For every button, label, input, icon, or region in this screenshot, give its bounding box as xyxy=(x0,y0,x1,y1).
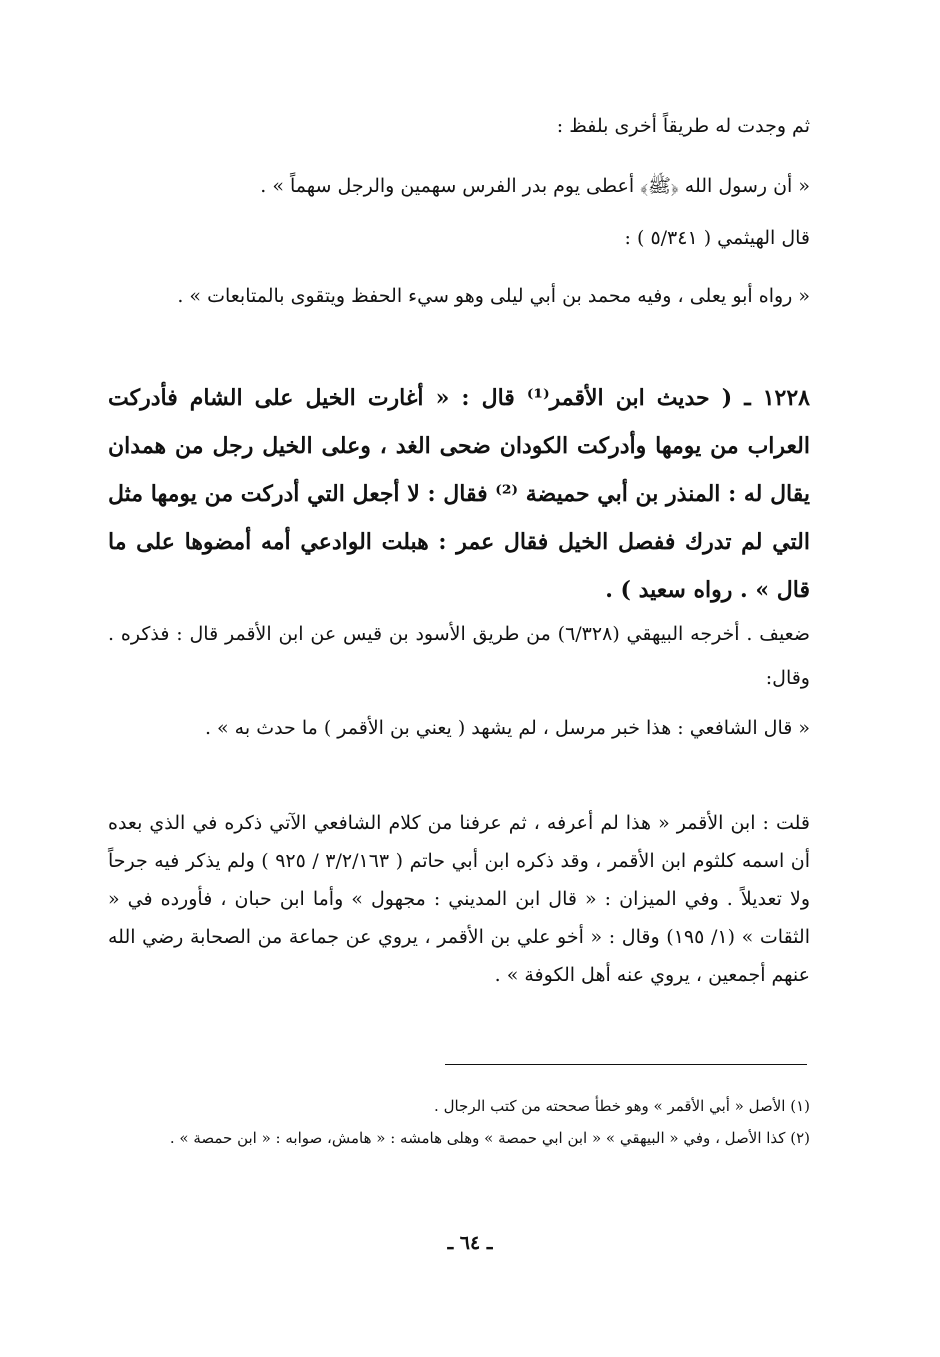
shafii-quote: « قال الشافعي : هذا خبر مرسل ، لم يشهد ( يعني بن الأقمر ) ما حدث به » . xyxy=(204,717,810,739)
footnote-2: (٢) كذا الأصل ، وفي « البيهقي » « ابن ابي حمصة » وهلى هامشه : « هامش، صوابه : « ابن حمصة » . xyxy=(169,1129,810,1147)
paragraph-intro: ثم وجدت له طريقاً أخرى بلفظ : xyxy=(556,115,810,137)
grading-paragraph: ضعيف . أخرجه البيهقي (٦/٣٢٨) من طريق الأسود بن قيس عن ابن الأقمر قال : فذكره . وقال: xyxy=(108,623,810,689)
abu-yala-quote: « رواه أبو يعلى ، وفيه محمد بن أبي ليلى وهو سيء الحفظ ويتقوى بالمتابعات » . xyxy=(177,285,810,307)
page-number: ـ ٦٤ ـ xyxy=(447,1232,493,1254)
hadith-1228: ١٢٢٨ ـ ( حديث ابن الأقمر⁽¹⁾ قال : « أغارت الخيل على الشام فأدركت العراب من يومها وأدركت الكودان ضحى الغد ، وعلى الخيل رجل من همدان يقال له : المنذر بن أبي حميضة ⁽²⁾ فقال : لا أجعل التي أدركت من يومها مثل التي لم تدرك ففصل الخيل فقال عمر : هبلت الوادعي أمه أمضوها على ما قال » . رواه سعيد ) . xyxy=(108,385,811,603)
commentary-paragraph: قلت : ابن الأقمر « هذا لم أعرفه ، ثم عرفنا من كلام الشافعي الآتي ذكره في الذي بعده أن اسمه كلثوم ابن الأقمر ، وقد ذكره ابن أبي حاتم ( ٣/٢/١٦٣ / ٩٢٥ ) ولم يذكر فيه جرحاً ولا تعديلاً . وفي الميزان : « قال ابن المديني : مجهول » وأما ابن حبان ، فأورده في « الثقات » (١/ ١٩٥) وقال : « أخو علي بن الأقمر ، يروي عن جماعة من الصحابة رضي الله عنهم أجمعين ، يروي عنه أهل الكوفة » . xyxy=(108,812,810,986)
hadith-quote: « أن رسول الله ﴿ﷺ﴾ أعطى يوم بدر الفرس سهمين والرجل سهماً » . xyxy=(260,175,810,197)
haythami-citation: قال الهيثمي ( ٥/٣٤١ ) : xyxy=(624,227,810,249)
footnote-1: (١) الأصل « أبي الأقمر » وهو خطأ صححته من كتب الرجال . xyxy=(434,1097,810,1115)
footnote-separator xyxy=(445,1064,807,1065)
